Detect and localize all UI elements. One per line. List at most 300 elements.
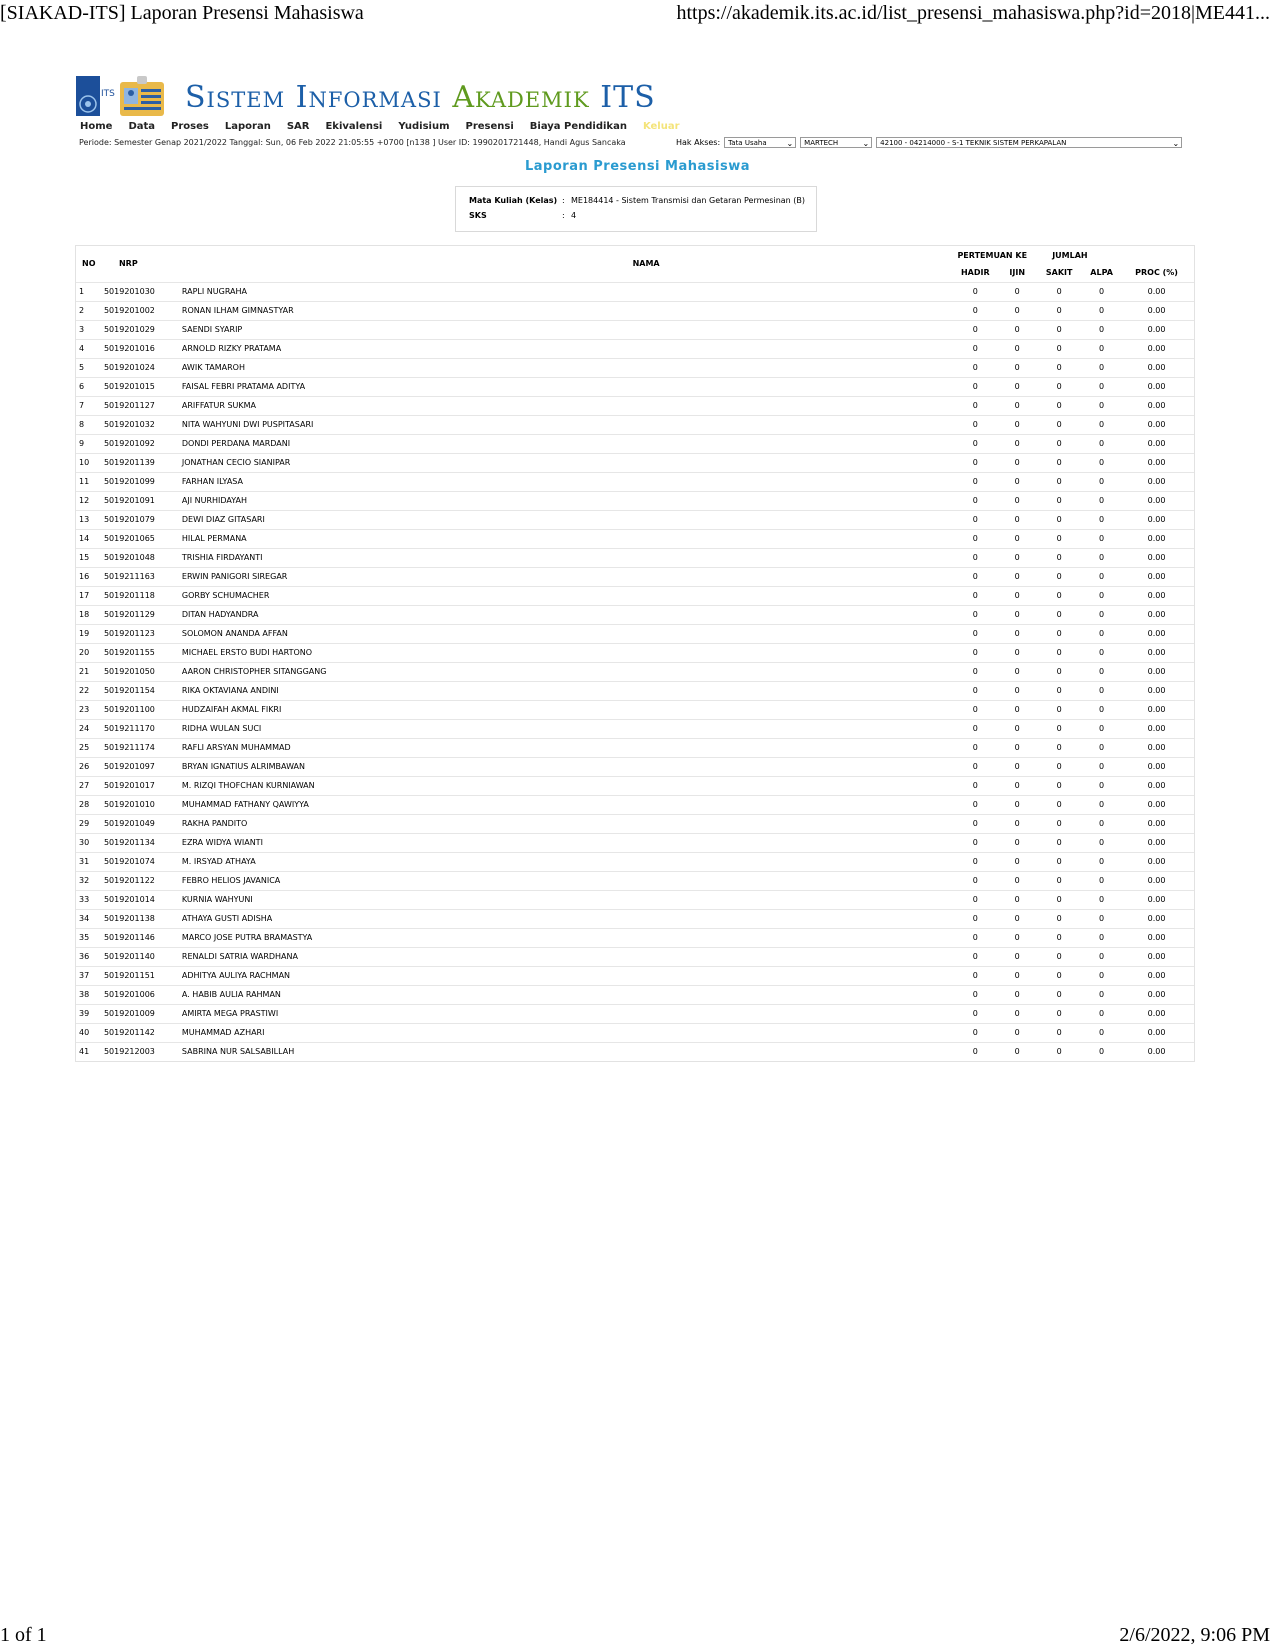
cell-sakit: 0 [1034,871,1084,890]
table-row [76,301,1194,320]
cell-nrp: 5019201016 [104,339,182,358]
cell-no: 2 [76,301,104,320]
cell-nrp: 5019201118 [104,586,182,605]
cell-sakit: 0 [1034,966,1084,985]
table-row [76,890,1194,909]
cell-alpa: 0 [1084,776,1119,795]
cell-no: 41 [76,1042,104,1061]
table-row [76,548,1194,567]
cell-alpa: 0 [1084,757,1119,776]
cell-ijin: 0 [1000,567,1034,586]
cell-hadir: 0 [950,795,1000,814]
cell-no: 33 [76,890,104,909]
cell-hadir: 0 [950,453,1000,472]
cell-ijin: 0 [1000,985,1034,1004]
cell-nrp: 5019201123 [104,624,182,643]
cell-ijin: 0 [1000,472,1034,491]
cell-nama: ADHITYA AULIYA RACHMAN [182,966,950,985]
cell-no: 25 [76,738,104,757]
cell-nama: RAFLI ARSYAN MUHAMMAD [182,738,950,757]
chevron-down-icon: ⌄ [862,139,870,148]
cell-proc: 0.00 [1119,491,1194,510]
cell-ijin: 0 [1000,282,1034,301]
cell-alpa: 0 [1084,719,1119,738]
cell-sakit: 0 [1034,586,1084,605]
role-select-value: Tata Usaha [728,139,767,147]
cell-nrp: 5019211170 [104,719,182,738]
cell-hadir: 0 [950,567,1000,586]
cell-nrp: 5019201151 [104,966,182,985]
table-row [76,358,1194,377]
cell-nrp: 5019201122 [104,871,182,890]
cell-nrp: 5019201074 [104,852,182,871]
cell-no: 24 [76,719,104,738]
cell-nrp: 5019201048 [104,548,182,567]
cell-alpa: 0 [1084,529,1119,548]
cell-sakit: 0 [1034,529,1084,548]
cell-sakit: 0 [1034,320,1084,339]
cell-ijin: 0 [1000,966,1034,985]
cell-nama: RENALDI SATRIA WARDHANA [182,947,950,966]
cell-no: 16 [76,567,104,586]
cell-proc: 0.00 [1119,795,1194,814]
cell-proc: 0.00 [1119,909,1194,928]
cell-nrp: 5019201142 [104,1023,182,1042]
cell-no: 15 [76,548,104,567]
menu-biaya-pendidikan[interactable]: Biaya Pendidikan [529,121,627,132]
cell-proc: 0.00 [1119,605,1194,624]
cell-ijin: 0 [1000,947,1034,966]
cell-proc: 0.00 [1119,700,1194,719]
cell-sakit: 0 [1034,776,1084,795]
cell-hadir: 0 [950,1042,1000,1061]
access-bar [676,137,1182,148]
cell-alpa: 0 [1084,1004,1119,1023]
cell-ijin: 0 [1000,871,1034,890]
cell-sakit: 0 [1034,985,1084,1004]
cell-nama: ATHAYA GUSTI ADISHA [182,909,950,928]
cell-sakit: 0 [1034,795,1084,814]
cell-ijin: 0 [1000,415,1034,434]
cell-nrp: 5019201097 [104,757,182,776]
cell-ijin: 0 [1000,852,1034,871]
cell-sakit: 0 [1034,833,1084,852]
cell-nama: KURNIA WAHYUNI [182,890,950,909]
program-select-value: 42100 - 04214000 - S-1 TEKNIK SISTEM PERKAPALAN [880,139,1067,147]
cell-ijin: 0 [1000,1023,1034,1042]
cell-nrp: 5019201092 [104,434,182,453]
cell-no: 19 [76,624,104,643]
cell-nama: RIKA OKTAVIANA ANDINI [182,681,950,700]
table-row [76,795,1194,814]
cell-alpa: 0 [1084,814,1119,833]
cell-sakit: 0 [1034,890,1084,909]
cell-hadir: 0 [950,377,1000,396]
cell-proc: 0.00 [1119,396,1194,415]
header-alpa: ALPA [1090,268,1113,278]
cell-no: 17 [76,586,104,605]
table-row [76,510,1194,529]
cell-proc: 0.00 [1119,624,1194,643]
colon: : [562,196,565,205]
cell-no: 8 [76,415,104,434]
cell-hadir: 0 [950,510,1000,529]
cell-no: 5 [76,358,104,377]
cell-nrp: 5019201079 [104,510,182,529]
cell-sakit: 0 [1034,681,1084,700]
cell-sakit: 0 [1034,909,1084,928]
table-row [76,1004,1194,1023]
menu-home[interactable]: Home [80,121,113,132]
cell-sakit: 0 [1034,605,1084,624]
cell-proc: 0.00 [1119,415,1194,434]
table-row [76,434,1194,453]
cell-sakit: 0 [1034,548,1084,567]
menu-data[interactable]: Data [128,121,156,132]
cell-nama: RAKHA PANDITO [182,814,950,833]
cell-proc: 0.00 [1119,301,1194,320]
cell-no: 9 [76,434,104,453]
cell-no: 21 [76,662,104,681]
table-row [76,909,1194,928]
menu-keluar[interactable]: Keluar [642,121,680,132]
table-row [76,339,1194,358]
header-nrp: NRP [118,259,138,269]
cell-proc: 0.00 [1119,1042,1194,1061]
cell-ijin: 0 [1000,624,1034,643]
cell-proc: 0.00 [1119,1023,1194,1042]
cell-nrp: 5019201134 [104,833,182,852]
cell-sakit: 0 [1034,757,1084,776]
cell-hadir: 0 [950,776,1000,795]
print-datetime: 2/6/2022, 9:06 PM [1119,1624,1270,1646]
cell-alpa: 0 [1084,605,1119,624]
cell-nrp: 5019201032 [104,415,182,434]
cell-ijin: 0 [1000,320,1034,339]
cell-ijin: 0 [1000,643,1034,662]
menu-proses[interactable]: Proses [171,121,209,132]
cell-no: 11 [76,472,104,491]
cell-nrp: 5019201009 [104,1004,182,1023]
cell-no: 22 [76,681,104,700]
cell-no: 38 [76,985,104,1004]
cell-no: 35 [76,928,104,947]
cell-ijin: 0 [1000,586,1034,605]
cell-nrp: 5019201015 [104,377,182,396]
cell-nrp: 5019201002 [104,301,182,320]
menu-ekivalensi[interactable]: Ekivalensi [325,121,383,132]
print-page-title: [SIAKAD-ITS] Laporan Presensi Mahasiswa [0,2,364,24]
cell-sakit: 0 [1034,339,1084,358]
cell-ijin: 0 [1000,529,1034,548]
cell-sakit: 0 [1034,415,1084,434]
cell-alpa: 0 [1084,567,1119,586]
cell-hadir: 0 [950,909,1000,928]
header-no: NO [82,259,96,269]
cell-hadir: 0 [950,833,1000,852]
cell-no: 34 [76,909,104,928]
cell-ijin: 0 [1000,605,1034,624]
cell-alpa: 0 [1084,1023,1119,1042]
cell-alpa: 0 [1084,339,1119,358]
its-logo-icon [76,76,179,118]
table-row [76,757,1194,776]
cell-nama: FARHAN ILYASA [182,472,950,491]
table-row [76,966,1194,985]
cell-alpa: 0 [1084,434,1119,453]
table-row [76,871,1194,890]
cell-hadir: 0 [950,1004,1000,1023]
role-select[interactable] [724,137,796,148]
cell-proc: 0.00 [1119,510,1194,529]
cell-alpa: 0 [1084,947,1119,966]
cell-ijin: 0 [1000,928,1034,947]
cell-nrp: 5019201029 [104,320,182,339]
cell-nrp: 5019201065 [104,529,182,548]
cell-hadir: 0 [950,339,1000,358]
cell-nama: SABRINA NUR SALSABILLAH [182,1042,950,1061]
cell-nrp: 5019201099 [104,472,182,491]
cell-alpa: 0 [1084,586,1119,605]
cell-hadir: 0 [950,643,1000,662]
cell-nrp: 5019201010 [104,795,182,814]
cell-nrp: 5019201100 [104,700,182,719]
cell-ijin: 0 [1000,757,1034,776]
chevron-down-icon: ⌄ [1172,139,1180,148]
cell-ijin: 0 [1000,301,1034,320]
cell-nama: TRISHIA FIRDAYANTI [182,548,950,567]
cell-no: 13 [76,510,104,529]
cell-ijin: 0 [1000,1042,1034,1061]
cell-nrp: 5019201155 [104,643,182,662]
cell-alpa: 0 [1084,453,1119,472]
cell-hadir: 0 [950,415,1000,434]
cell-alpa: 0 [1084,491,1119,510]
cell-alpa: 0 [1084,738,1119,757]
cell-sakit: 0 [1034,719,1084,738]
table-row [76,624,1194,643]
menu-yudisium[interactable]: Yudisium [398,121,450,132]
cell-no: 3 [76,320,104,339]
cell-proc: 0.00 [1119,1004,1194,1023]
cell-hadir: 0 [950,472,1000,491]
colon: : [562,211,565,220]
cell-hadir: 0 [950,491,1000,510]
logo-title [185,80,656,115]
cell-hadir: 0 [950,738,1000,757]
cell-sakit: 0 [1034,377,1084,396]
cell-hadir: 0 [950,358,1000,377]
cell-alpa: 0 [1084,909,1119,928]
cell-hadir: 0 [950,890,1000,909]
cell-proc: 0.00 [1119,320,1194,339]
cell-hadir: 0 [950,871,1000,890]
cell-ijin: 0 [1000,833,1034,852]
print-page-url: https://akademik.its.ac.id/list_presensi_mahasiswa.php?id=2018|ME441... [676,2,1270,24]
cell-sakit: 0 [1034,567,1084,586]
table-row [76,852,1194,871]
table-row [76,833,1194,852]
cell-no: 23 [76,700,104,719]
header-ijin: IJIN [1009,268,1026,278]
cell-nrp: 5019201017 [104,776,182,795]
cell-proc: 0.00 [1119,719,1194,738]
cell-nrp: 5019201014 [104,890,182,909]
table-row [76,586,1194,605]
header-pertemuan-ke: PERTEMUAN KE [957,250,1028,260]
table-row [76,567,1194,586]
cell-nama: EZRA WIDYA WIANTI [182,833,950,852]
cell-proc: 0.00 [1119,358,1194,377]
header-sakit: SAKIT [1045,268,1073,278]
table-row [76,738,1194,757]
cell-no: 7 [76,396,104,415]
cell-no: 6 [76,377,104,396]
table-row [76,681,1194,700]
cell-nama: RAPLI NUGRAHA [182,282,950,301]
cell-nama: A. HABIB AULIA RAHMAN [182,985,950,1004]
unit-select[interactable] [800,137,872,148]
cell-nama: M. RIZQI THOFCHAN KURNIAWAN [182,776,950,795]
cell-proc: 0.00 [1119,567,1194,586]
cell-sakit: 0 [1034,852,1084,871]
cell-no: 26 [76,757,104,776]
cell-hadir: 0 [950,301,1000,320]
cell-proc: 0.00 [1119,339,1194,358]
table-row [76,643,1194,662]
menu-sar[interactable]: SAR [286,121,310,132]
cell-alpa: 0 [1084,795,1119,814]
cell-sakit: 0 [1034,491,1084,510]
cell-alpa: 0 [1084,282,1119,301]
cell-no: 32 [76,871,104,890]
cell-proc: 0.00 [1119,434,1194,453]
cell-alpa: 0 [1084,833,1119,852]
cell-proc: 0.00 [1119,586,1194,605]
cell-ijin: 0 [1000,453,1034,472]
table-row [76,472,1194,491]
table-row [76,529,1194,548]
cell-hadir: 0 [950,434,1000,453]
cell-hadir: 0 [950,624,1000,643]
menu-presensi[interactable]: Presensi [465,121,514,132]
cell-sakit: 0 [1034,738,1084,757]
menu-laporan[interactable]: Laporan [224,121,271,132]
cell-nama: DITAN HADYANDRA [182,605,950,624]
cell-nama: MUHAMMAD FATHANY QAWIYYA [182,795,950,814]
header-jumlah: JUMLAH [1052,250,1088,260]
cell-hadir: 0 [950,396,1000,415]
cell-nama: ERWIN PANIGORI SIREGAR [182,567,950,586]
cell-proc: 0.00 [1119,852,1194,871]
cell-alpa: 0 [1084,662,1119,681]
cell-hadir: 0 [950,320,1000,339]
cell-hadir: 0 [950,282,1000,301]
cell-proc: 0.00 [1119,282,1194,301]
cell-ijin: 0 [1000,510,1034,529]
cell-hadir: 0 [950,586,1000,605]
cell-hadir: 0 [950,814,1000,833]
cell-proc: 0.00 [1119,776,1194,795]
cell-sakit: 0 [1034,472,1084,491]
table-row [76,1042,1194,1061]
report-title: Laporan Presensi Mahasiswa [525,159,750,174]
cell-nrp: 5019201138 [104,909,182,928]
logo-title-part1: Sistem Informasi [185,79,442,115]
table-row [76,719,1194,738]
cell-hadir: 0 [950,548,1000,567]
cell-alpa: 0 [1084,928,1119,947]
cell-no: 4 [76,339,104,358]
cell-proc: 0.00 [1119,966,1194,985]
logo-badge-text: ITS [101,89,115,99]
cell-alpa: 0 [1084,396,1119,415]
sks-label: SKS [469,211,487,220]
cell-no: 39 [76,1004,104,1023]
cell-alpa: 0 [1084,852,1119,871]
cell-no: 31 [76,852,104,871]
cell-alpa: 0 [1084,1042,1119,1061]
table-row [76,1023,1194,1042]
cell-alpa: 0 [1084,700,1119,719]
cell-hadir: 0 [950,605,1000,624]
cell-proc: 0.00 [1119,377,1194,396]
cell-hadir: 0 [950,1023,1000,1042]
cell-hadir: 0 [950,985,1000,1004]
cell-hadir: 0 [950,700,1000,719]
table-row [76,700,1194,719]
cell-nama: RIDHA WULAN SUCI [182,719,950,738]
cell-ijin: 0 [1000,662,1034,681]
cell-no: 36 [76,947,104,966]
cell-sakit: 0 [1034,396,1084,415]
cell-sakit: 0 [1034,358,1084,377]
cell-nama: ARIFFATUR SUKMA [182,396,950,415]
cell-proc: 0.00 [1119,548,1194,567]
cell-nama: MARCO JOSE PUTRA BRAMASTYA [182,928,950,947]
print-footer [0,1624,1275,1650]
header-proc: PROC (%) [1135,268,1178,278]
table-row [76,985,1194,1004]
table-row [76,320,1194,339]
cell-no: 29 [76,814,104,833]
cell-proc: 0.00 [1119,453,1194,472]
cell-alpa: 0 [1084,871,1119,890]
cell-hadir: 0 [950,662,1000,681]
cell-nrp: 5019201140 [104,947,182,966]
cell-nrp: 5019201127 [104,396,182,415]
cell-alpa: 0 [1084,301,1119,320]
cell-alpa: 0 [1084,681,1119,700]
table-row [76,662,1194,681]
cell-ijin: 0 [1000,491,1034,510]
table-row [76,776,1194,795]
cell-ijin: 0 [1000,358,1034,377]
cell-proc: 0.00 [1119,947,1194,966]
cell-sakit: 0 [1034,510,1084,529]
program-select[interactable] [876,137,1182,148]
site-logo[interactable] [76,74,656,120]
cell-ijin: 0 [1000,396,1034,415]
cell-ijin: 0 [1000,890,1034,909]
cell-nama: AMIRTA MEGA PRASTIWI [182,1004,950,1023]
cell-alpa: 0 [1084,890,1119,909]
cell-sakit: 0 [1034,643,1084,662]
cell-no: 30 [76,833,104,852]
cell-hadir: 0 [950,681,1000,700]
print-header [0,0,1275,26]
cell-nrp: 5019201129 [104,605,182,624]
